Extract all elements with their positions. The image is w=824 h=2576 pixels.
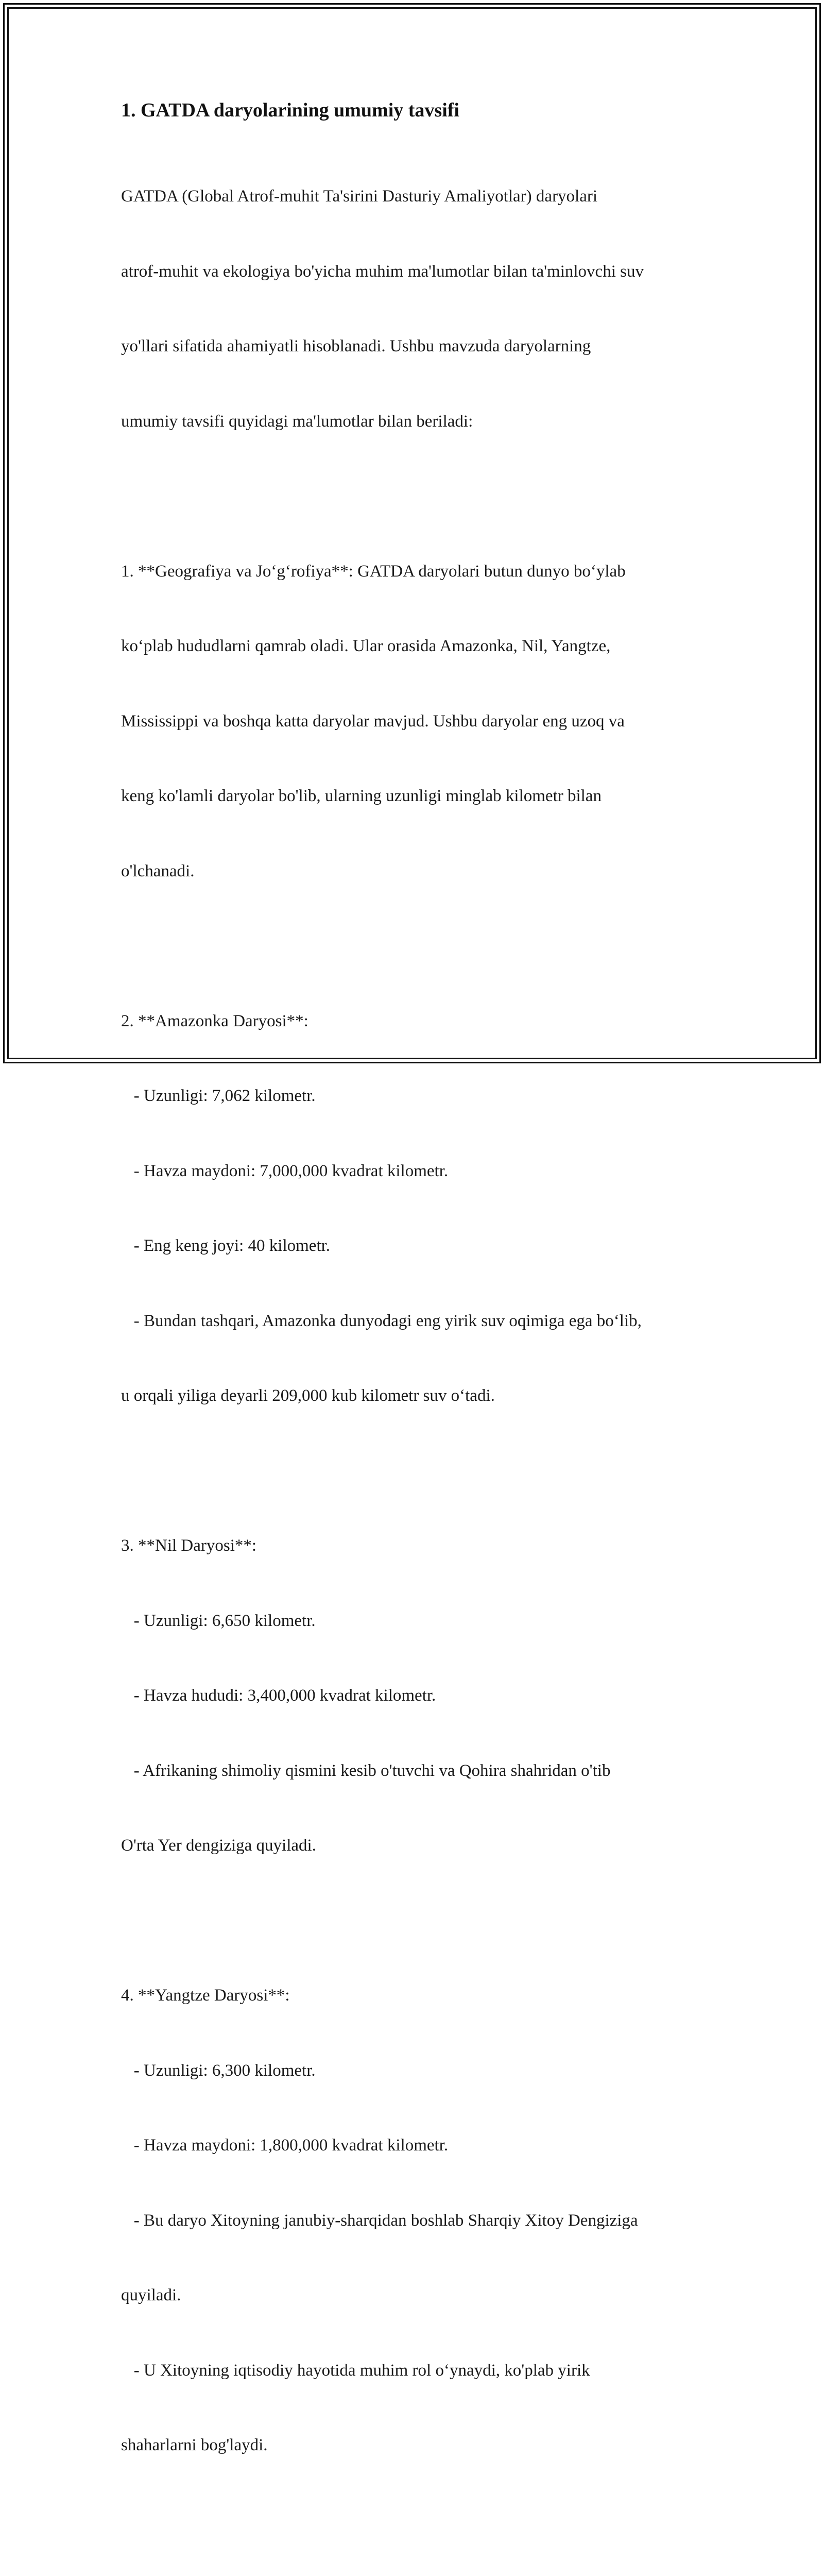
document-page <box>121 97 706 2576</box>
text-line: - U Xitoyning iqtisodiy hayotida muhim rol o‘ynaydi, ko'plab yirik <box>121 2361 590 2380</box>
text-line: o'lchanadi. <box>121 861 195 880</box>
text-line: - Havza hududi: 3,400,000 kvadrat kilometr. <box>121 1686 436 1705</box>
text-line: quyiladi. <box>121 2286 181 2304</box>
text-line: atrof-muhit va ekologiya bo'yicha muhim ma'lumotlar bilan ta'minlovchi suv <box>121 262 644 281</box>
text-line: ko‘plab hududlarni qamrab oladi. Ular orasida Amazonka, Nil, Yangtze, <box>121 637 611 655</box>
text-line: - Afrikaning shimoliy qismini kesib o'tuvchi va Qohira shahridan o'tib <box>121 1761 611 1780</box>
blank-line <box>121 2508 706 2533</box>
text-line: - Uzunligi: 7,062 kilometr. <box>121 1087 316 1105</box>
text-line: yo'llari sifatida ahamiyatli hisoblanadi. Ushbu mavzuda daryolarning <box>121 337 591 355</box>
blank-line <box>121 1908 706 1934</box>
document-body <box>121 134 706 2576</box>
text-line: umumiy tavsifi quyidagi ma'lumotlar bilan beriladi: <box>121 412 473 431</box>
text-line: - Uzunligi: 6,650 kilometr. <box>121 1611 316 1630</box>
blank-line <box>121 934 706 959</box>
text-line: - Bundan tashqari, Amazonka dunyodagi eng yirik suv oqimiga ega bo‘lib, <box>121 1311 642 1330</box>
text-line: u orqali yiliga deyarli 209,000 kub kilometr suv o‘tadi. <box>121 1386 495 1405</box>
text-line: - Havza maydoni: 7,000,000 kvadrat kilometr. <box>121 1161 449 1180</box>
text-line: GATDA (Global Atrof-muhit Ta'sirini Dasturiy Amaliyotlar) daryolari <box>121 187 598 206</box>
blank-line <box>121 484 706 509</box>
blank-line <box>121 1459 706 1484</box>
text-line: Mississippi va boshqa katta daryolar mavjud. Ushbu daryolar eng uzoq va <box>121 711 625 731</box>
text-line: - Uzunligi: 6,300 kilometr. <box>121 2061 316 2080</box>
text-line: - Havza maydoni: 1,800,000 kvadrat kilometr. <box>121 2136 449 2155</box>
text-line: - Bu daryo Xitoyning janubiy-sharqidan boshlab Sharqiy Xitoy Dengiziga <box>121 2211 638 2230</box>
text-line: 2. **Amazonka Daryosi**: <box>121 1011 308 1030</box>
text-line: 4. **Yangtze Daryosi**: <box>121 1986 290 2005</box>
text-line: 3. **Nil Daryosi**: <box>121 1536 257 1555</box>
text-line: keng ko'lamli daryolar bo'lib, ularning uzunligi minglab kilometr bilan <box>121 787 602 805</box>
section-heading: 1. GATDA daryolarining umumiy tavsifi <box>121 99 459 121</box>
text-line: shaharlarni bog'laydi. <box>121 2436 268 2454</box>
text-line: 1. **Geografiya va Jo‘g‘rofiya**: GATDA daryolari butun dunyo bo‘ylab <box>121 562 626 581</box>
text-line: - Eng keng joyi: 40 kilometr. <box>121 1236 331 1255</box>
text-line: O'rta Yer dengiziga quyiladi. <box>121 1836 316 1855</box>
